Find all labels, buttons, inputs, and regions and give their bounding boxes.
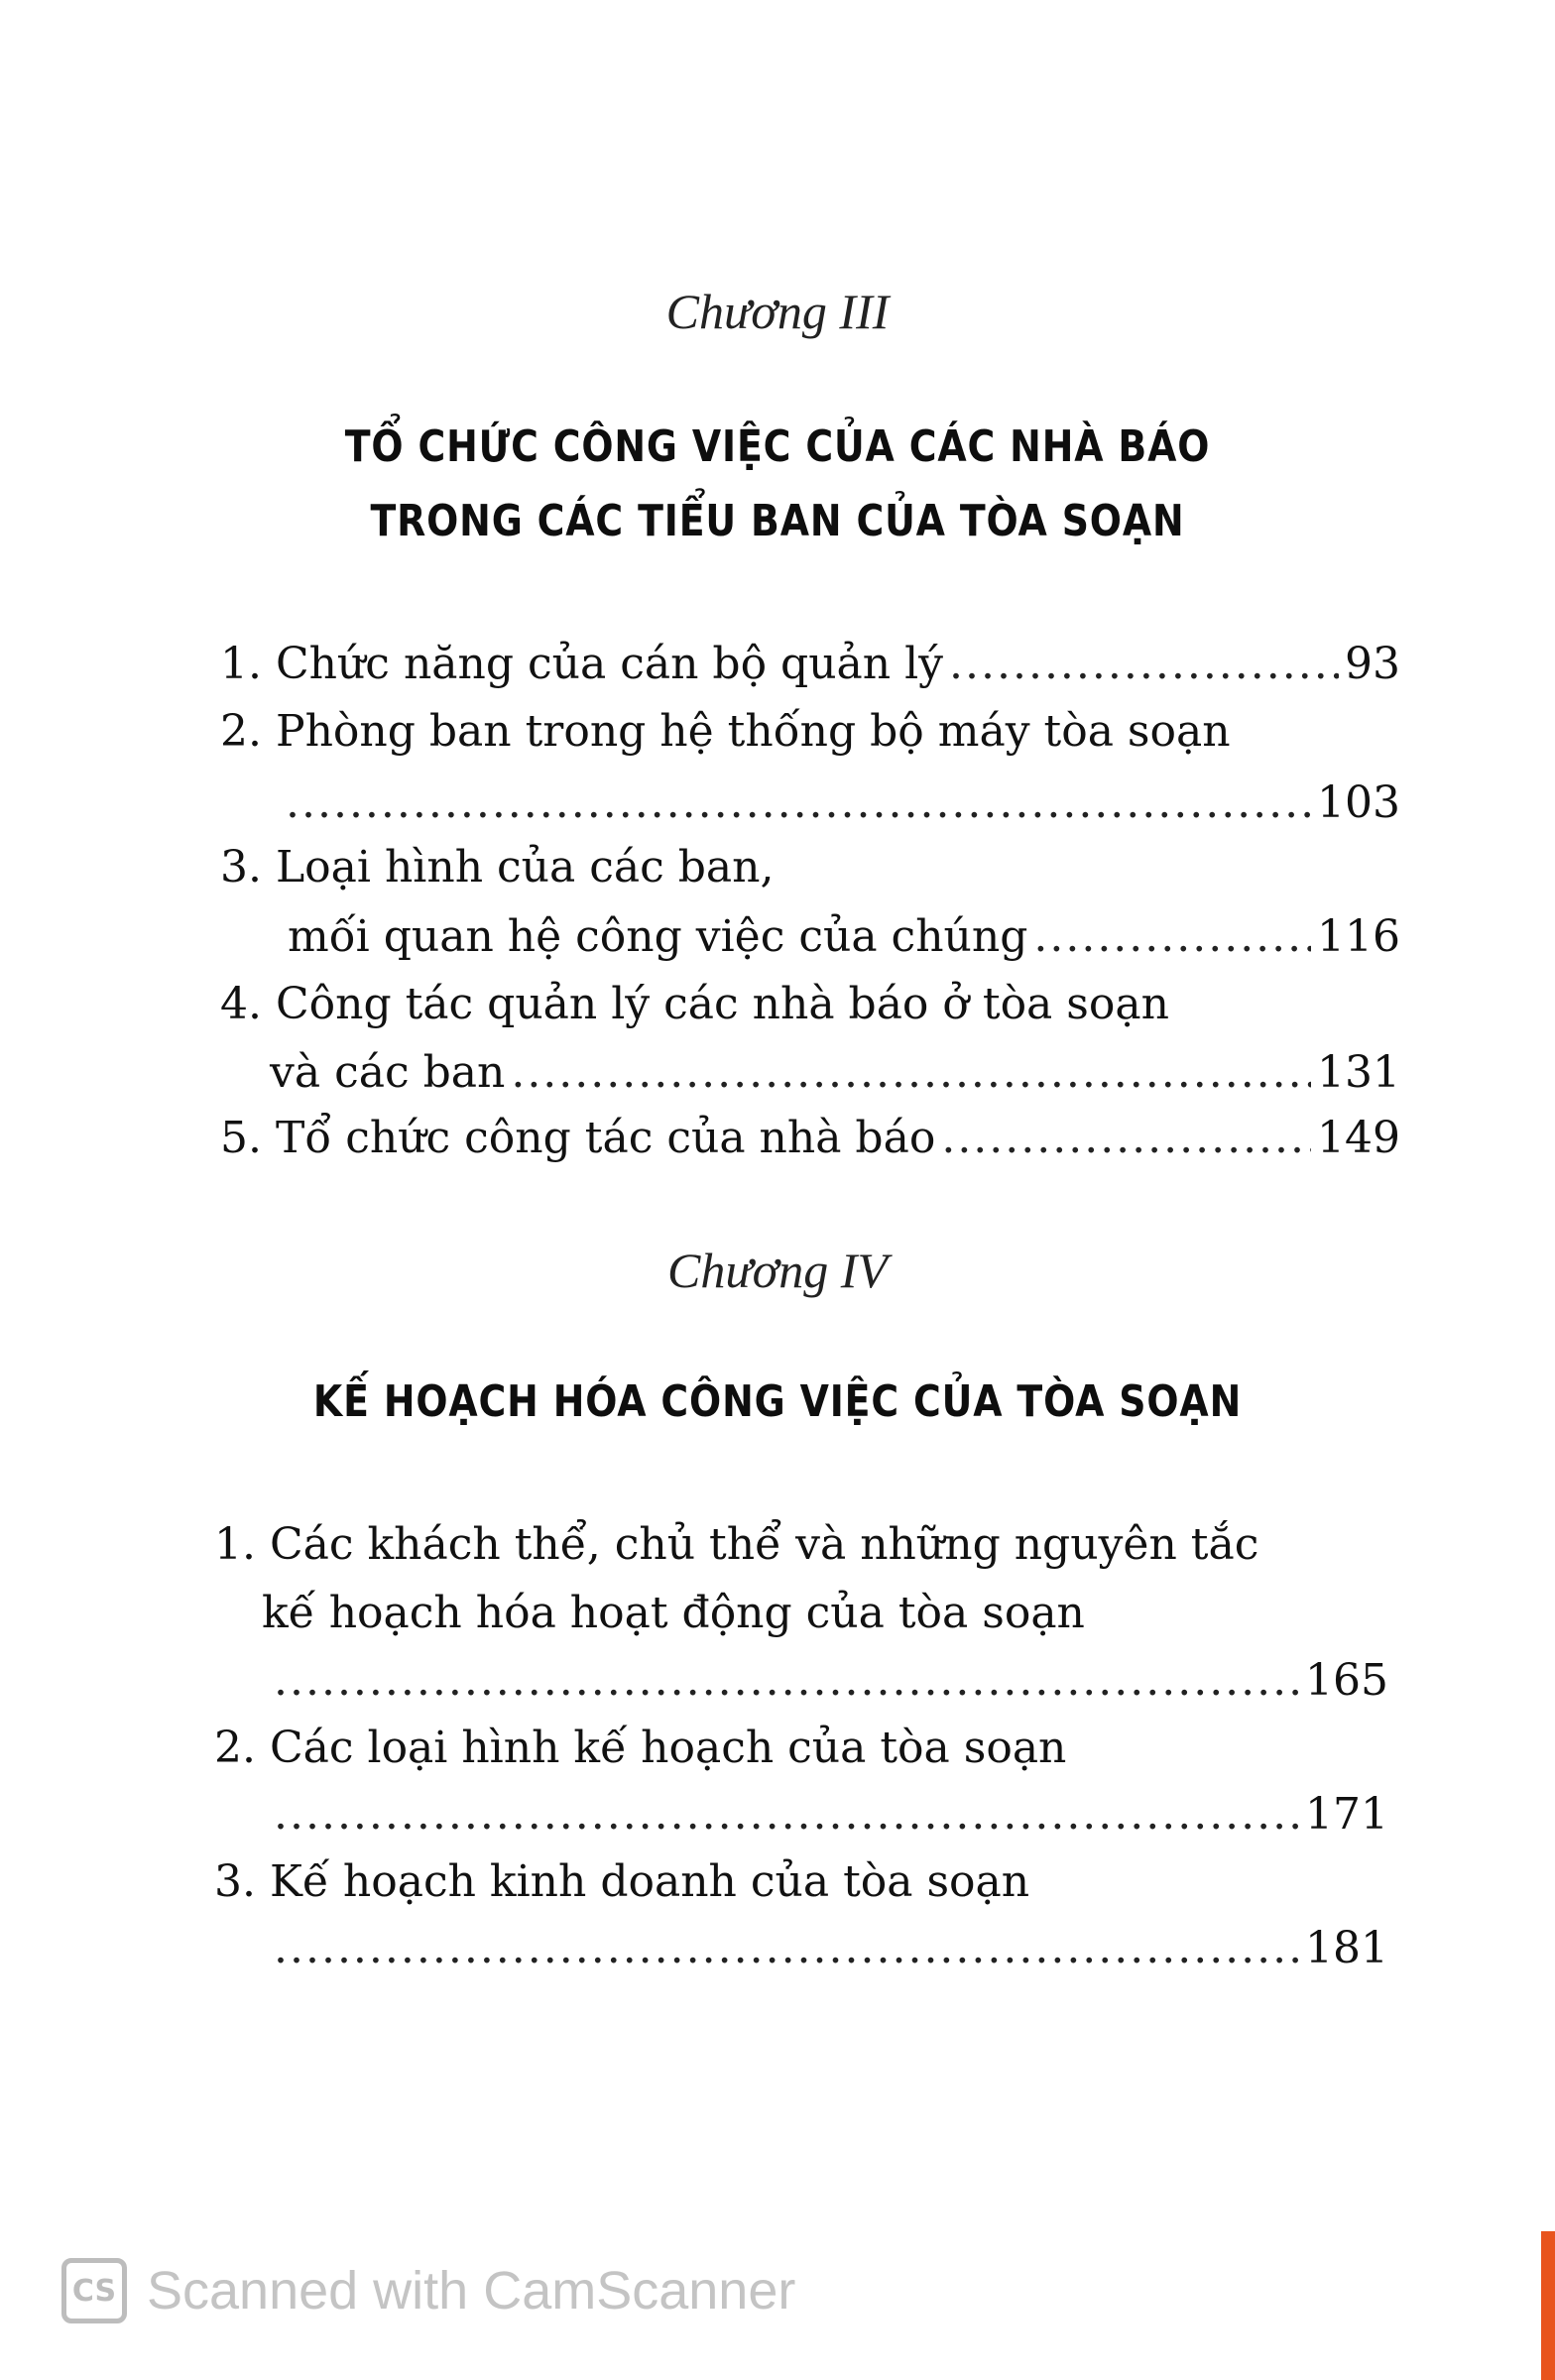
toc-entry-title-cont[interactable]: kế hoạch hóa hoạt động của tòa soạn xyxy=(262,1588,1085,1638)
chapter-3-title-line-2: TRONG CÁC TIỂU BAN CỦA TÒA SOẠN xyxy=(370,496,1185,546)
toc-entry-leader-row[interactable] xyxy=(268,1651,1388,1711)
dot-leader xyxy=(274,1651,1299,1711)
toc-entry-page: 131 xyxy=(1317,1047,1400,1098)
chapter-4-title: KẾ HOẠCH HÓA CÔNG VIỆC CỦA TÒA SOẠN xyxy=(312,1376,1243,1427)
camscanner-watermark xyxy=(61,2251,795,2330)
dot-leader xyxy=(274,1785,1299,1844)
toc-entry-title[interactable]: 4. Công tác quản lý các nhà báo ở tòa soạn xyxy=(220,979,1169,1029)
toc-entry-title: 5. Tổ chức công tác của nhà báo xyxy=(220,1113,936,1163)
dot-leader xyxy=(511,1043,1311,1103)
toc-entry[interactable] xyxy=(288,907,1400,967)
toc-entry-leader-row[interactable] xyxy=(268,1919,1388,1978)
page-edge-mark xyxy=(1541,2231,1555,2380)
dot-leader xyxy=(949,635,1339,694)
dot-leader xyxy=(286,774,1311,833)
chapter-4-label: Chương IV xyxy=(667,1243,888,1298)
toc-entry-page: 149 xyxy=(1317,1113,1400,1163)
toc-entry-page: 181 xyxy=(1305,1923,1388,1973)
camscanner-logo-icon: CS xyxy=(61,2258,127,2323)
toc-entry[interactable] xyxy=(270,1043,1400,1103)
dot-leader xyxy=(274,1919,1299,1978)
toc-entry-title[interactable]: 2. Phòng ban trong hệ thống bộ máy tòa soạn xyxy=(220,706,1231,757)
toc-entry-page: 103 xyxy=(1317,777,1400,828)
toc-entry-title[interactable]: 3. Loại hình của các ban, xyxy=(220,842,775,892)
watermark-text: Scanned with CamScanner xyxy=(147,2261,796,2320)
toc-entry-page: 116 xyxy=(1317,911,1400,962)
toc-entry-page: 165 xyxy=(1305,1655,1388,1706)
toc-entry-page: 171 xyxy=(1305,1789,1388,1840)
toc-entry[interactable] xyxy=(220,635,1400,694)
dot-leader xyxy=(941,1109,1311,1168)
chapter-3-label: Chương III xyxy=(665,284,890,339)
toc-entry-title: 1. Chức năng của cán bộ quản lý xyxy=(220,639,944,689)
chapter-3-title-line-1: TỔ CHỨC CÔNG VIỆC CỦA CÁC NHÀ BÁO xyxy=(344,421,1211,472)
toc-entry-title[interactable]: 3. Kế hoạch kinh doanh của tòa soạn xyxy=(214,1856,1030,1907)
toc-entry-title-cont: và các ban xyxy=(270,1047,506,1098)
toc-entry-title[interactable]: 1. Các khách thể, chủ thể và những nguyên tắc xyxy=(214,1519,1259,1570)
toc-entry-leader-row[interactable] xyxy=(268,1785,1388,1844)
dot-leader xyxy=(1033,907,1311,967)
toc-entry-leader-row[interactable] xyxy=(280,774,1400,833)
toc-entry-page: 93 xyxy=(1345,639,1400,689)
toc-entry-title-cont: mối quan hệ công việc của chúng xyxy=(288,911,1028,962)
toc-entry[interactable] xyxy=(220,1109,1400,1168)
toc-entry-title[interactable]: 2. Các loại hình kế hoạch của tòa soạn xyxy=(214,1723,1067,1773)
